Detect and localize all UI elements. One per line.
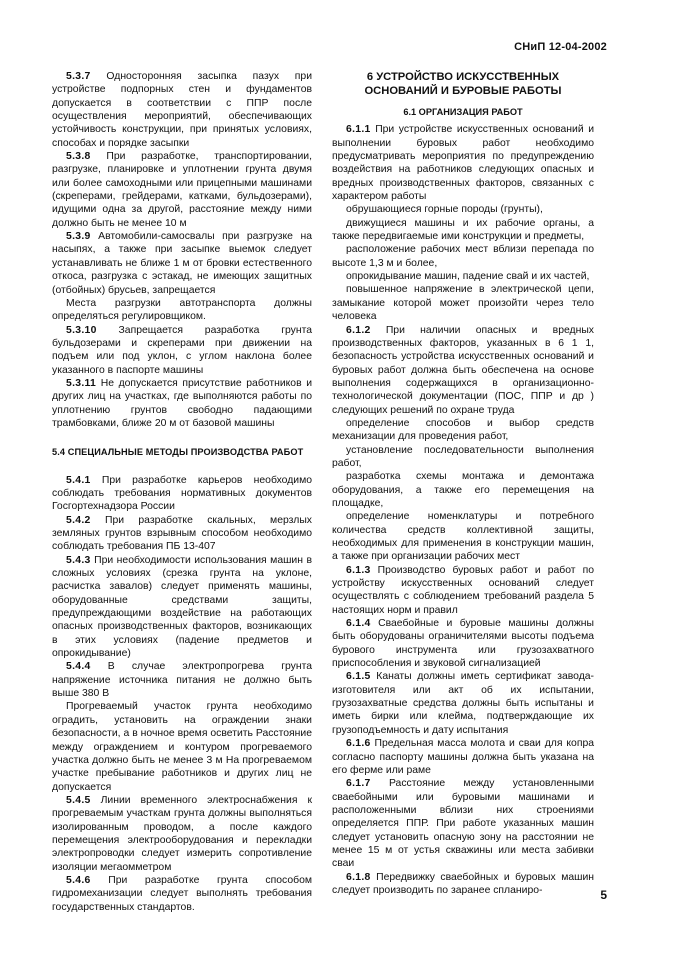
paragraph-text: разработка схемы монтажа и демонтажа оборудования, а также его перемещения на площадке,: [332, 471, 594, 509]
paragraph-text: расположение рабочих мест вблизи перепада по высоте 1,3 м и более,: [332, 244, 594, 269]
paragraph-text: При разработке, транспортировании, разгрузке, планировке и уплотнении грунта двумя или более самоходными или прицепными машинами (скреперами, грейдерами, катками, бульдозерами), идущими одна за другой, расстояние между ними должно быть не менее 10 м: [52, 151, 313, 229]
paragraph: [52, 324, 312, 377]
section-heading: 5.4 СПЕЦИАЛЬНЫЕ МЕТОДЫ ПРОИЗВОДСТВА РАБОТ: [52, 447, 304, 458]
page-number: 5: [600, 888, 607, 902]
subsection-heading: 6.1 ОРГАНИЗАЦИЯ РАБОТ: [403, 107, 523, 117]
paragraph-text: Предельная масса молота и сваи для копра согласно паспорту машины должна быть указана на его ферме или раме: [332, 738, 594, 776]
clause-number: 6.1.3: [346, 564, 371, 576]
clause-number: 5.3.8: [66, 151, 91, 163]
left-items: [52, 70, 312, 430]
paragraph-text: При устройстве искусственных оснований и выполнении буровых работ необходимо предусматривать мероприятия по предупреждению воздействия на работников следующих опасных и вредных производственных факторов, связанных с характером работы: [332, 124, 595, 203]
paragraph: [52, 70, 312, 150]
clause-number: 6.1.5: [346, 671, 371, 683]
clause-number: 5.4.1: [66, 474, 91, 486]
paragraph: [332, 243, 594, 270]
paragraph-text: Передвижку сваебойных и буровых машин следует производить по заранее спланиро-: [332, 871, 594, 896]
paragraph: [332, 283, 594, 323]
paragraph: [52, 554, 312, 661]
paragraph: [332, 737, 594, 777]
paragraph-text: Сваебойные и буровые машины должны быть оборудованы ограничителями высоты подъема бурового инструмента или грузозахватного приспособления и звуковой сигнализацией: [332, 618, 594, 670]
clause-number: 5.4.6: [66, 874, 91, 886]
paragraph: [332, 123, 594, 203]
paragraph-text: Расстояние между установленными сваебойными или буровыми машинами и расположенными вблизи них строениями определяется ППР. При работе указанных машин следует установить опасную зону на расстоянии не менее 15 м от устья скважины или места забивки сваи: [332, 778, 595, 870]
clause-number: 5.4.3: [66, 554, 91, 566]
clause-number: 5.3.10: [66, 324, 97, 336]
paragraph-text: Места разгрузки автотранспорта должны определяться регулировщиком.: [52, 297, 312, 323]
clause-number: 5.3.9: [66, 231, 91, 243]
paragraph: [52, 377, 312, 430]
paragraph: [332, 510, 594, 563]
paragraph: [52, 150, 312, 230]
paragraph: [52, 660, 312, 700]
paragraph-text: При разработке грунта способом гидромеханизации следует выполнять требования государственных стандартов.: [52, 874, 312, 913]
paragraph: [52, 474, 312, 514]
paragraph-text: Не допускается присутствие работников и других лиц на участках, где выполняются работы по уплотнению грунтов свободно падающими трамбовками, ближе 20 м от базовой машины: [52, 377, 312, 429]
clause-number: 6.1.7: [346, 778, 371, 790]
paragraph-text: При наличии опасных и вредных производственных факторов, указанных в 6 1 1, безопасность устройства искусственных оснований и буровых работ должна быть обеспечена на основе выполнения содержащихся в организационно-технологической документации (ПОС, ППР и др ) следующих решений по охране труда: [332, 324, 594, 416]
paragraph: [52, 230, 312, 297]
clause-number: 6.1.8: [346, 871, 371, 883]
paragraph: [52, 874, 312, 914]
paragraph: [52, 700, 312, 793]
paragraph: [332, 444, 594, 471]
clause-number: 6.1.6: [346, 738, 371, 750]
paragraph-text: Канаты должны иметь сертификат завода-изготовителя или акт об их испытании, грузозахватные средства должны быть испытаны и иметь бирки или клейма, подтверждающие их грузоподъемность и дату испытания: [332, 671, 595, 736]
paragraph: [332, 670, 594, 737]
right-column: [332, 70, 594, 897]
paragraph: [332, 871, 594, 898]
paragraph-text: опрокидывание машин, падение свай и их частей,: [346, 271, 590, 283]
paragraph: [332, 617, 594, 670]
paragraph-text: Запрещается разработка грунта бульдозерами и скреперами при движении на подъем или под уклон, с углом наклона более указанного в паспорте машины: [52, 324, 313, 376]
paragraph-text: Производство буровых работ и работ по устройству искусственных оснований следует осуществлять с соблюдением требований раздела 5 настоящих норм и правил: [332, 564, 594, 616]
left-column: [52, 70, 312, 914]
paragraph: [332, 324, 594, 417]
paragraph: [332, 777, 594, 870]
right-items: [332, 123, 594, 897]
paragraph: [332, 470, 594, 510]
clause-number: 5.3.11: [66, 377, 97, 389]
paragraph-text: В случае электропрогрева грунта напряжение источника питания не должно быть выше 380 В: [52, 661, 312, 700]
chapter-heading: 6 УСТРОЙСТВО ИСКУССТВЕННЫХ ОСНОВАНИЙ И БУРОВЫЕ РАБОТЫ: [364, 71, 562, 97]
paragraph-text: Односторонняя засыпка пазух при устройстве подпорных стен и фундаментов допускается в соответствии с ППР после осуществления мероприятий, обеспечивающих устойчивость конструкции, при принятых условиях, способах и порядке засыпки: [52, 71, 312, 149]
paragraph-text: При разработке скальных, мерзлых земляных грунтов взрывным способом необходимо соблюдать требования ПБ 13-407: [52, 514, 313, 553]
clause-number: 6.1.4: [346, 618, 371, 630]
paragraph-text: установление последовательности выполнения работ,: [332, 444, 594, 469]
paragraph: [332, 217, 594, 244]
clause-number: 6.1.1: [346, 124, 371, 136]
document-code: СНиП 12-04-2002: [514, 41, 607, 53]
paragraph-text: определение номенклатуры и потребного количества средств коллективной защиты, необходимых для применения в конструкции машин, а также при организации рабочих мест: [332, 511, 594, 563]
paragraph-text: При разработке карьеров необходимо соблюдать требования нормативных документов Госгортехнадзора России: [52, 474, 312, 513]
clause-number: 5.4.2: [66, 514, 91, 526]
paragraph-text: повышенное напряжение в электрической цепи, замыкание которой может произойти через тело человека: [332, 284, 594, 323]
paragraph-text: Линии временного электроснабжения к прогреваемым участкам грунта должны выполняться изолированным проводом, а после каждого перемещения электрооборудования и перекладки электропроводки следует измерить сопротивление изоляции мегаомметром: [52, 794, 312, 873]
clause-number: 5.4.4: [66, 661, 91, 673]
paragraph: [332, 203, 594, 216]
paragraph: [332, 564, 594, 617]
clause-number: 6.1.2: [346, 324, 371, 336]
paragraph: [52, 297, 312, 324]
paragraph-text: движущиеся машины и их рабочие органы, а также передвигаемые ими конструкции и предметы,: [332, 217, 594, 243]
paragraph: [52, 514, 312, 554]
paragraph: [332, 417, 594, 444]
paragraph-text: обрушающиеся горные породы (грунты),: [346, 204, 543, 216]
left-items-2: [52, 474, 312, 914]
paragraph: [332, 270, 594, 283]
clause-number: 5.4.5: [66, 794, 91, 806]
clause-number: 5.3.7: [66, 71, 91, 82]
paragraph-text: Автомобили-самосвалы при разгрузке на насыпях, а также при засыпке выемок следует устанавливать не ближе 1 м от бровки естественного откоса, разгрузка с эстакад, не имеющих защитных (отбойных) брусьев, запрещается: [52, 231, 313, 296]
paragraph-text: определение способов и выбор средств механизации для проведения работ,: [332, 417, 594, 443]
paragraph-text: При необходимости использования машин в сложных условиях (срезка грунта на уклоне, расчистка завалов) следует применять машины, оборудованные средствами защиты, предупреждающими воздействие на работающих опасных производственных факторов, возникающих в этих условиях (падение предметов и опрокидывание): [52, 554, 312, 660]
paragraph: [52, 794, 312, 874]
paragraph-text: Прогреваемый участок грунта необходимо оградить, установить на ограждении знаки безопасности, а в ночное время осветить Расстояние между ограждением и контуром прогреваемого участка должно быть не менее 3 м На прогреваемом участке пребывание работников и других лиц не допускается: [52, 701, 312, 793]
